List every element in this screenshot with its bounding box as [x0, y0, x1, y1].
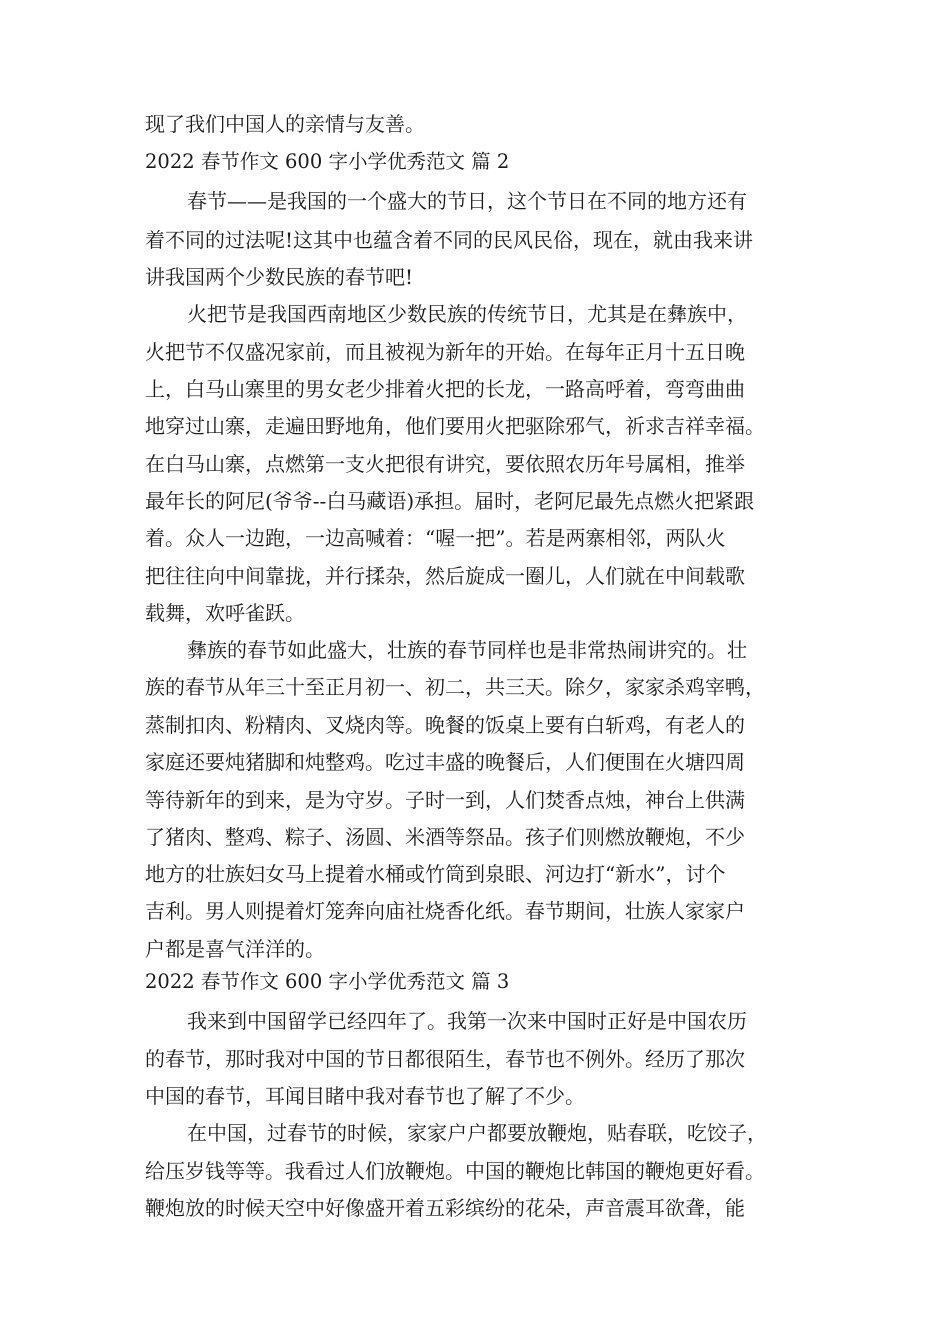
- paragraph-line: 在白马山寨，点燃第一支火把很有讲究，要依照农历年号属相，推举: [145, 452, 745, 476]
- paragraph-line: 给压岁钱等等。我看过人们放鞭炮。中国的鞭炮比韩国的鞭炮更好看。: [145, 1159, 765, 1183]
- paragraph-line: 了猪肉、整鸡、粽子、汤圆、米酒等祭品。孩子们则燃放鞭炮，不少: [145, 825, 745, 849]
- paragraph-line: 中国的春节，耳闻目睹中我对春节也了解了不少。: [145, 1084, 585, 1108]
- paragraph-line: 家庭还要炖猪脚和炖整鸡。吃过丰盛的晚餐后，人们便围在火塘四周: [145, 750, 745, 774]
- paragraph-line: 族的春节从年三十至正月初一、初二，共三天。除夕，家家杀鸡宰鸭，: [145, 675, 765, 699]
- paragraph-line: 鞭炮放的时候天空中好像盛开着五彩缤纷的花朵，声音震耳欲聋，能: [145, 1196, 745, 1220]
- paragraph-line: 地穿过山寨，走遍田野地角，他们要用火把驱除邪气，祈求吉祥幸福。: [145, 414, 765, 438]
- paragraph-line: 最年长的阿尼(爷爷--白马藏语)承担。届时，老阿尼最先点燃火把紧跟: [145, 489, 755, 513]
- paragraph-line: 吉利。男人则提着灯笼奔向庙社烧香化纸。春节期间，壮族人家家户: [145, 899, 745, 923]
- paragraph-line: 着不同的过法呢!这其中也蕴含着不同的民风民俗，现在，就由我来讲: [145, 228, 754, 252]
- paragraph-line: 现了我们中国人的亲情与友善。: [145, 112, 425, 136]
- paragraph-line: 我来到中国留学已经四年了。我第一次来中国时正好是中国农历: [187, 1009, 747, 1033]
- paragraph-line: 讲我国两个少数民族的春节吧!: [145, 265, 414, 289]
- paragraph-line: 地方的壮族妇女马上提着水桶或竹筒到泉眼、河边打“新水”，讨个: [145, 862, 726, 886]
- paragraph-line: 彝族的春节如此盛大，壮族的春节同样也是非常热闹讲究的。壮: [187, 638, 747, 662]
- paragraph-line: 户都是喜气洋洋的。: [145, 937, 325, 961]
- paragraph-line: 着。众人一边跑，一边高喊着：“喔一把”。若是两寨相邻，两队火: [145, 526, 726, 550]
- paragraph-line: 火把节是我国西南地区少数民族的传统节日，尤其是在彝族中，: [187, 302, 747, 326]
- paragraph-line: 在中国，过春节的时候，家家户户都要放鞭炮，贴春联，吃饺子，: [187, 1121, 767, 1145]
- paragraph-line: 的春节，那时我对中国的节日都很陌生，春节也不例外。经历了那次: [145, 1047, 745, 1071]
- section-heading: 2022 春节作文 600 字小学优秀范文 篇 2: [145, 150, 510, 173]
- section-heading: 2022 春节作文 600 字小学优秀范文 篇 3: [145, 970, 510, 993]
- paragraph-line: 把往往向中间靠拢，并行揉杂，然后旋成一圈儿，人们就在中间载歌: [145, 564, 745, 588]
- paragraph-line: 载舞，欢呼雀跃。: [145, 601, 305, 625]
- paragraph-line: 等待新年的到来，是为守岁。子时一到，人们焚香点烛，神台上供满: [145, 788, 745, 812]
- paragraph-line: 火把节不仅盛况家前，而且被视为新年的开始。在每年正月十五日晚: [145, 340, 745, 364]
- paragraph-line: 蒸制扣肉、粉精肉、叉烧肉等。晚餐的饭桌上要有白斩鸡，有老人的: [145, 713, 745, 737]
- paragraph-line: 春节——是我国的一个盛大的节日，这个节日在不同的地方还有: [187, 189, 747, 213]
- paragraph-line: 上，白马山寨里的男女老少排着火把的长龙，一路高呼着，弯弯曲曲: [145, 377, 745, 401]
